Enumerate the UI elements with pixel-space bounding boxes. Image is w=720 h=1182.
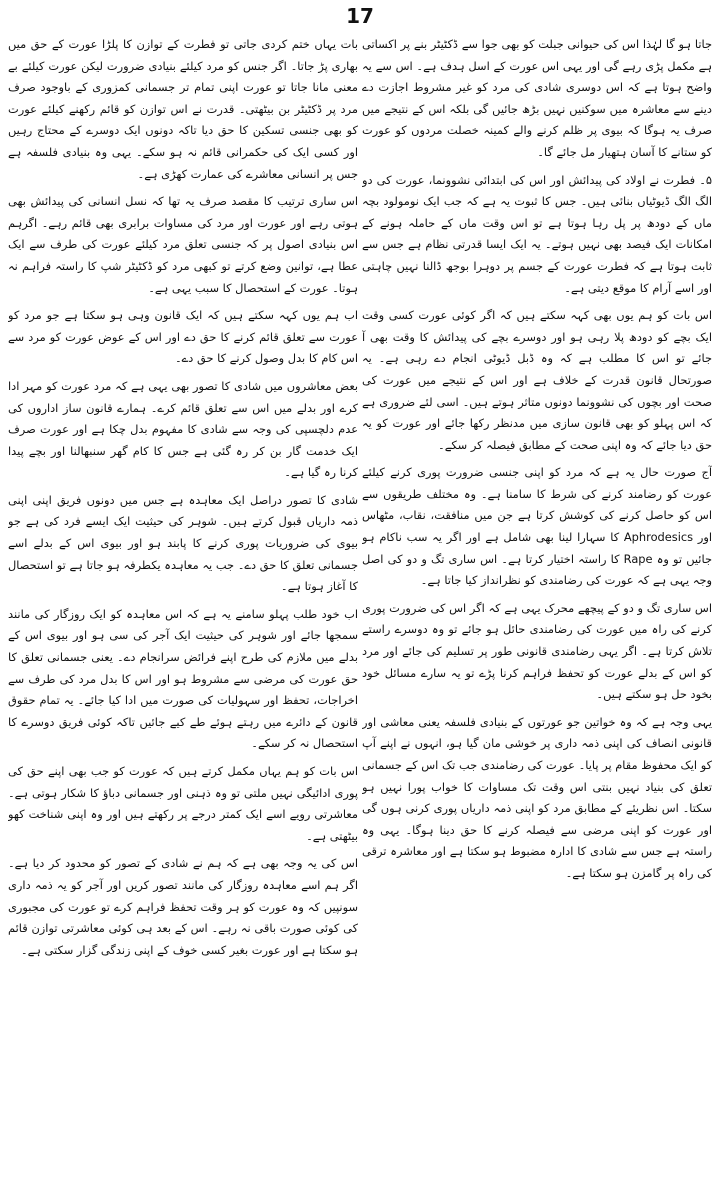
right-column xyxy=(8,34,358,1178)
paragraph: شادی کا تصور دراصل ایک معاہدہ ہے جس میں دونوں فریق اپنی اپنی ذمہ داریاں قبول کرتے ہیں۔ شوہر کی حیثیت ایک ایسے فرد کی ہے جو بیوی کی ضروریات پوری کرنے کا پابند ہو اور بیوی اس کے بدلے اسے جسمانی تعلق کا حق دے۔ جب یہ معاہدہ یکطرفہ ہو جاتا ہے تو استحصال کا آغاز ہوتا ہے۔ xyxy=(8,492,358,594)
paragraph: اس کی یہ وجہ بھی ہے کہ ہم نے شادی کے تصور کو محدود کر دیا ہے۔ اگر ہم اسے معاہدہ روزگار کی مانند تصور کریں اور آجر کو یہ ذمہ داری سونپیں کہ وہ عورت کو ہر وقت تحفظ فراہم کرے تو عورت کی مجبوری کی کوئی صورت باقی نہ رہے۔ اس کے بعد ہی کوئی معاشرتی توازن قائم ہو سکتا ہے اور عورت بغیر کسی خوف کے اپنی زندگی گزار سکتی ہے۔ xyxy=(8,856,358,957)
paragraph: اس بات کو ہم یہاں مکمل کرتے ہیں کہ عورت کو جب بھی اپنے حق کی پوری ادائیگی نہیں ملتی تو وہ ذہنی اور جسمانی دباؤ کا شکار ہوتی ہے۔ معاشرتی رویے اسے ایک کمتر درجے پر رکھتے ہیں اور وہ اپنی شناخت کھو بیٹھتی ہے۔ xyxy=(8,764,358,843)
paragraph: اس ساری تگ و دو کے پیچھے محرک یہی ہے کہ اگر اس کی ضرورت پوری کرنے کی راہ میں عورت کی رضامندی حائل ہو جائے تو وہ دوسرے راستے تلاش کرتا ہے۔ اگر یہی رضامندی قانونی طور پر تسلیم کی جائے اور مرد کو اس کے بدلے عورت کو تحفظ فراہم کرنا پڑے تو یہ سارے مسائل خود بخود حل ہو سکتے ہیں۔ xyxy=(362,600,712,702)
paragraph: آج صورت حال یہ ہے کہ مرد کو اپنی جنسی ضرورت پوری کرنے کیلئے عورت کو رضامند کرنے کی شرط کا سامنا ہے۔ وہ مختلف طریقوں سے اس کو حاصل کرنے کی کوشش کرتا ہے جن میں منافقت، نقاب، مٹھاس اور Aphrodesics کا سہارا لینا بھی شامل ہے اور اگر یہ سب ناکام ہو جائیں تو وہ Rape کا راستہ اختیار کرتا ہے۔ اس ساری تگ و دو کی اصل وجہ یہی ہے کہ عورت کی رضامندی کو نظرانداز کیا جاتا ہے۔ xyxy=(362,465,712,588)
left-column xyxy=(362,34,712,1178)
paragraph: اس ساری ترتیب کا مقصد صرف یہ تھا کہ نسل انسانی کی پیدائش بھی ہوتی رہے اور عورت اور مرد کی مساوات برابری بھی قائم رہے۔ اگرہم اس بنیادی اصول پر کہ جنسی تعلق مرد کیلئے عورت کی طرف سے ایک عطا ہے، توانین وضع کرتے تو کبھی مرد کو ڈکٹیٹر شپ کا راستہ فراہم نہ ہوتا۔ عورت کے استحصال کا سبب یہی ہے۔ xyxy=(8,194,358,295)
paragraph: بات یہاں ختم کردی جاتی تو فطرت کے توازن کا پلڑا عورت کے حق میں بھاری پڑ جاتا۔ اگر جنس کو مرد کیلئے بنیادی ضرورت لیکن عورت کیلئے بے معنی مانا جاتا تو عورت اپنی تمام تر جسمانی کمزوری کے باوجود صرف مرد پر ڈکٹیٹر بن بیٹھتی۔ قدرت نے اس توازن کو قائم رکھنے کیلئے عورت کو بھی جنسی تسکین کا حق دیا تاکہ دونوں ایک دوسرے کے محتاج رہیں اور کسی ایک کی حکمرانی قائم نہ ہو سکے۔ یہی وہ بنیادی فلسفہ ہے جس پر انسانی معاشرے کی عمارت کھڑی ہے۔ xyxy=(8,37,358,181)
paragraph: جاتا ہو گا لہٰذا اس کی حیوانی جبلت کو بھی جوا سے ڈکٹیٹر بنے پر اکساتی ہے مکمل پڑی رہے گی اور یہی اس عورت کے اسل ہدف ہے۔ اس سے یہ واضح ہوتا ہے کہ اس دوسری شادی کی مرد کو غیر مشروط اجازت دے دینے سے معاشرہ میں سوکنیں نہیں بڑھ جائیں گی بلکہ اس کے نتیجے میں صرف یہ ہوگا کہ بیوی پر ظلم کرنے والے کمینہ خصلت مردوں کو عورت کو ستانے کا آسان ہتھیار مل جائے گا۔ xyxy=(362,37,712,159)
page-number: 17 xyxy=(346,4,374,28)
text-columns xyxy=(8,34,712,1178)
paragraph: اب ہم یوں کہہ سکتے ہیں کہ ایک قانون وہی ہو سکتا ہے جو مرد کو عورت سے تعلق قائم کرنے کا حق دے اور اس کے عوض عورت کو مرد سے اس کام کا بدل وصول کرنے کا حق دے۔ xyxy=(8,308,358,366)
paragraph: یہی وجہ ہے کہ وہ خواتین جو عورتوں کے بنیادی فلسفہ یعنی معاشی اور قانونی انصاف کی اپنی ذمہ داری پر خوشی مان گیا ہو، انہوں نے اپنے آپ کو ایک محفوظ مقام پر پایا۔ عورت کی رضامندی جب تک اس کے جسمانی تعلق کی بنیاد نہیں بنتی اس وقت تک مساوات کا خواب پورا نہیں ہو سکتا۔ اس نظریئے کے مطابق مرد کو اپنی ذمہ داریاں پوری کرنی ہوں گی اور عورت کو اپنی مرضی سے فیصلہ کرنے کا حق دینا ہوگا۔ یہی وہ راستہ ہے جس سے شادی کا ادارہ مضبوط ہو سکتا ہے اور معاشرہ ترقی کی راہ پر گامزن ہو سکتا ہے۔ xyxy=(362,714,712,880)
paragraph: بعض معاشروں میں شادی کا تصور بھی یہی ہے کہ مرد عورت کو مہر ادا کرے اور بدلے میں اس سے تعلق قائم کرے۔ ہمارے قانون ساز اداروں کی عدم دلچسپی کی وجہ سے شادی کا مفہوم بدل چکا ہے اور عورت صرف ایک خدمت گار بن کر رہ گئی ہے جس کا کام گھر سنبھالنا اور بچے پیدا کرنا رہ گیا ہے۔ xyxy=(8,378,358,480)
paragraph: اب خود طلب پہلو سامنے یہ ہے کہ اس معاہدہ کو ایک روزگار کی مانند سمجھا جائے اور شوہر کی حیثیت ایک آجر کی سی ہو اور بیوی اس کے بدلے میں ملازم کی طرح اپنے فرائض سرانجام دے۔ یعنی جسمانی تعلق کا حق عورت کی مرضی سے مشروط ہو اور اس کا بدل مرد کی طرف سے اخراجات، تحفظ اور سہولیات کی صورت میں ادا کیا جائے۔ یہ تمام حقوق قانون کے دائرے میں رہتے ہوئے طے کیے جائیں تاکہ کوئی فریق دوسرے کا استحصال نہ کر سکے۔ xyxy=(8,606,358,751)
paragraph: ۵۔ فطرت نے اولاد کی پیدائش اور اس کی ابتدائی نشوونما، عورت کی دو الگ الگ ڈیوٹیاں بنائی ہیں۔ جس کا ثبوت یہ ہے کہ جب ایک نومولود بچہ ماں کے دودھ پر پل رہا ہوتا ہے تو اس وقت ماں کے حاملہ ہونے کے امکانات ایک فیصد بھی نہیں ہوتے۔ یہ ایک ایسا قدرتی نظام ہے جس سے ثابت ہوتا ہے کہ فطرت عورت کے جسم پر دوہرا بوجھ ڈالنا نہیں چاہتی اور اسے آرام کا موقع دیتی ہے۔ xyxy=(362,172,712,295)
paragraph: اس بات کو ہم یوں بھی کہہ سکتے ہیں کہ اگر کوئی عورت کسی وقت ایک بچے کو دودھ پلا رہی ہو اور دوسرے بچے کی پیدائش کا وقت بھی آ جائے تو اس کا مطلب ہے کہ وہ ڈبل ڈیوٹی انجام دے رہی ہے۔ یہ صورتحال قانون قدرت کے خلاف ہے اور اس کے نتیجے میں عورت کی صحت اور بچوں کی نشوونما دونوں متاثر ہوتے ہیں۔ اسی لئے ضروری ہے کہ اس پہلو کو بھی قانون سازی میں مدنظر رکھا جائے اور عورت کو یہ حق دیا جائے کہ وہ اپنی صحت کے مطابق فیصلہ کر سکے۔ xyxy=(362,308,712,452)
